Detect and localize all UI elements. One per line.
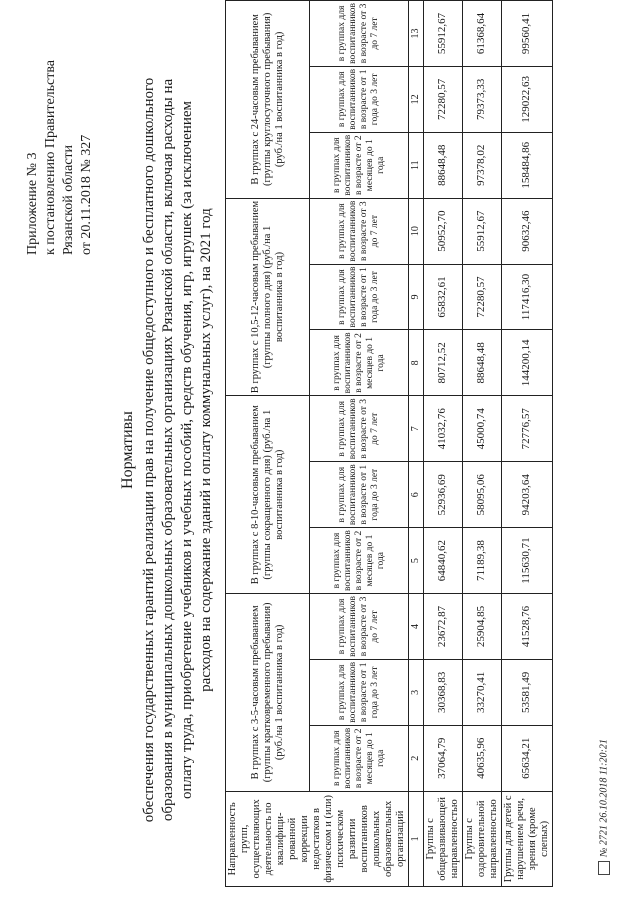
value-cell: 79373,33: [463, 66, 502, 132]
age-subheader: в группах для воспитанников в возрасте от 2 месяцев до 1 года: [310, 330, 409, 396]
registration-stamp: [598, 739, 610, 875]
table-row: [463, 1, 502, 887]
value-cell: 72776,57: [502, 396, 553, 462]
column-number: 6: [409, 462, 424, 528]
column-number: 4: [409, 594, 424, 660]
column-number: 11: [409, 132, 424, 198]
value-cell: 117416,30: [502, 264, 553, 330]
value-cell: 23672,87: [424, 594, 463, 660]
row-name: Группы с общеразвивающей направленностью: [424, 791, 463, 886]
value-cell: 129022,63: [502, 66, 553, 132]
value-cell: 52936,69: [424, 462, 463, 528]
value-cell: 88648,48: [463, 330, 502, 396]
table-header-row: [226, 1, 310, 887]
table-row: [502, 1, 553, 887]
value-cell: 72280,57: [463, 264, 502, 330]
column-number: 10: [409, 198, 424, 264]
group-header-full-day: В группах с 10,5-12-часовым пребыванием (группы полного дня) (руб./на 1 воспитанника в год): [226, 198, 310, 396]
age-subheader: в группах для воспитанников в возрасте от 3 до 7 лет: [310, 1, 409, 67]
column-number: 5: [409, 528, 424, 594]
value-cell: 99560,41: [502, 1, 553, 67]
value-cell: 41032,76: [424, 396, 463, 462]
value-cell: 115630,71: [502, 528, 553, 594]
column-number: 13: [409, 1, 424, 67]
value-cell: 94203,64: [502, 462, 553, 528]
corner-header: Направленность групп, осуществляющих деятельность по квалифици-рованной коррекции недостатков в физическом и (или) психическом развитии воспитанников дошкольных образовательных организаций: [226, 791, 409, 886]
title-line-4: расходов на содержание зданий и оплату коммунальных услуг), на 2021 год: [198, 208, 214, 692]
value-cell: 45000,74: [463, 396, 502, 462]
title-line-1: обеспечения государственных гарантий реализации прав на получение общедоступного и бесплатного дошкольного: [141, 77, 157, 823]
column-number: 3: [409, 659, 424, 725]
appendix-region: Рязанской области: [61, 144, 76, 255]
value-cell: 97378,02: [463, 132, 502, 198]
stamp-text: № 2721 26.10.2018 11:20:21: [598, 739, 610, 857]
column-number: 7: [409, 396, 424, 462]
column-number: 1: [409, 791, 424, 886]
norms-table: [225, 0, 553, 887]
value-cell: 144200,14: [502, 330, 553, 396]
value-cell: 50952,70: [424, 198, 463, 264]
value-cell: 33270,41: [463, 659, 502, 725]
age-subheader: в группах для воспитанников в возрасте от 3 до 7 лет: [310, 594, 409, 660]
value-cell: 80712,52: [424, 330, 463, 396]
value-cell: 88648,48: [424, 132, 463, 198]
value-cell: 25904,85: [463, 594, 502, 660]
value-cell: 64840,62: [424, 528, 463, 594]
title-heading: Нормативы: [119, 411, 136, 489]
value-cell: 40635,96: [463, 725, 502, 791]
table-row: [424, 1, 463, 887]
value-cell: 158484,86: [502, 132, 553, 198]
age-subheader: в группах для воспитанников в возрасте от 1 года до 3 лет: [310, 264, 409, 330]
value-cell: 90632,46: [502, 198, 553, 264]
value-cell: 53581,49: [502, 659, 553, 725]
row-name: Группы для детей с нарушением речи, зрения (кроме слепых): [502, 791, 553, 886]
column-number: 2: [409, 725, 424, 791]
value-cell: 58095,06: [463, 462, 502, 528]
row-name: Группы с оздоровительной направленностью: [463, 791, 502, 886]
age-subheader: в группах для воспитанников в возрасте от 3 до 7 лет: [310, 198, 409, 264]
stamp-icon: [598, 861, 610, 875]
age-subheader: в группах для воспитанников в возрасте от 2 месяцев до 1 года: [310, 528, 409, 594]
appendix-reference: к постановлению Правительства: [43, 59, 58, 255]
document-title: [118, 55, 216, 845]
value-cell: 65832,61: [424, 264, 463, 330]
column-number: 8: [409, 330, 424, 396]
column-number: 9: [409, 264, 424, 330]
age-subheader: в группах для воспитанников в возрасте от 2 месяцев до 1 года: [310, 725, 409, 791]
title-line-3: оплату труда, приобретение учебников и учебных пособий, средств обучения, игр, игрушек (за исключением: [179, 101, 195, 799]
group-header-shortened-day: В группах с 8-10-часовым пребыванием (группы сокращенного дня) (руб./на 1 воспитанника в год): [226, 396, 310, 594]
appendix-date: от 20.11.2018 № 327: [79, 134, 94, 255]
age-subheader: в группах для воспитанников в возрасте от 2 месяцев до 1 года: [310, 132, 409, 198]
value-cell: 65634,21: [502, 725, 553, 791]
age-subheader: в группах для воспитанников в возрасте от 1 года до 3 лет: [310, 66, 409, 132]
appendix-block: [24, 25, 96, 255]
value-cell: 55912,67: [463, 198, 502, 264]
age-subheader-row: [310, 1, 409, 887]
age-subheader: в группах для воспитанников в возрасте от 1 года до 3 лет: [310, 462, 409, 528]
value-cell: 41528,76: [502, 594, 553, 660]
age-subheader: в группах для воспитанников в возрасте от 1 года до 3 лет: [310, 659, 409, 725]
value-cell: 37064,79: [424, 725, 463, 791]
group-header-round-the-clock: В группах с 24-часовым пребыванием (группы круглосуточного пребывания) (руб./на 1 воспитанника в год): [226, 1, 310, 199]
value-cell: 61368,64: [463, 1, 502, 67]
title-line-2: образования в муниципальных дошкольных образовательных организациях Рязанской области, включая расходы на: [160, 78, 176, 822]
appendix-number: Приложение № 3: [25, 152, 40, 255]
value-cell: 72280,57: [424, 66, 463, 132]
column-number: 12: [409, 66, 424, 132]
column-number-row: [409, 1, 424, 887]
value-cell: 71189,38: [463, 528, 502, 594]
age-subheader: в группах для воспитанников в возрасте от 3 до 7 лет: [310, 396, 409, 462]
group-header-short-stay: В группах с 3-5-часовым пребыванием (группы кратковременного пребывания) (руб./на 1 воспитанника в год): [226, 594, 310, 792]
value-cell: 55912,67: [424, 1, 463, 67]
value-cell: 30368,83: [424, 659, 463, 725]
